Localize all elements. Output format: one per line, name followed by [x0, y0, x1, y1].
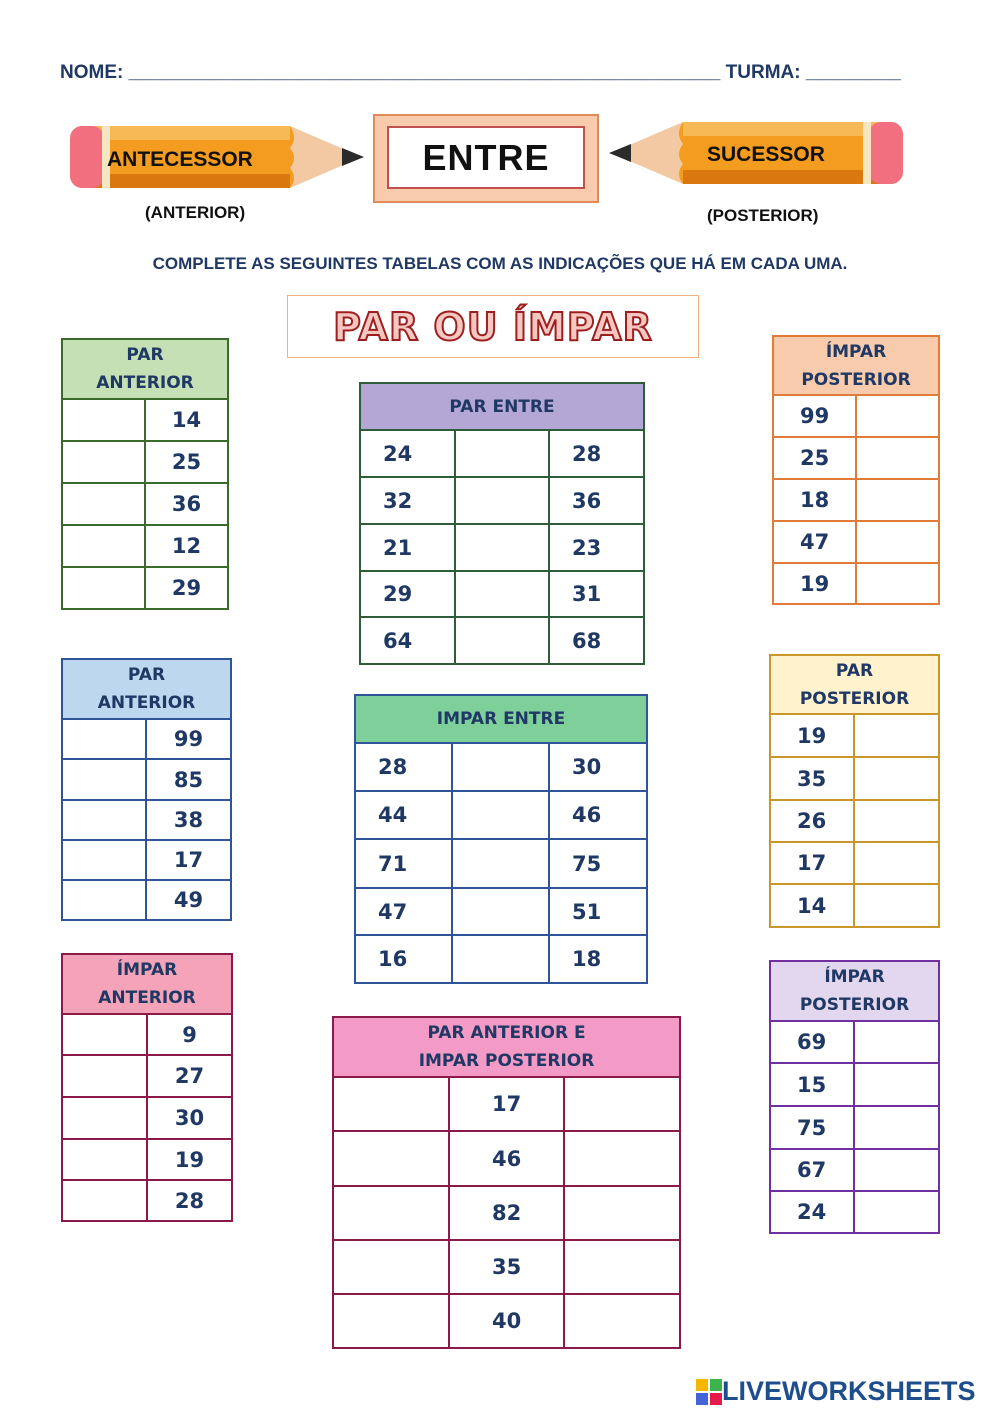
value-cell: 29 [145, 567, 228, 609]
table-header: PAR ANTERIOR [62, 339, 228, 399]
table-header: PAR ANTERIOR [62, 659, 231, 719]
value-cell: 17 [146, 840, 231, 880]
answer-cell[interactable] [333, 1294, 449, 1348]
value-cell: 26 [770, 800, 854, 842]
instruction-text: COMPLETE AS SEGUINTES TABELAS COM AS INDICAÇÕES QUE HÁ EM CADA UMA. [152, 254, 848, 273]
answer-cell[interactable] [854, 800, 939, 842]
table-impar-entre [354, 694, 648, 984]
answer-cell[interactable] [62, 399, 145, 441]
answer-cell[interactable] [333, 1240, 449, 1294]
answer-cell[interactable] [856, 437, 939, 479]
answer-cell[interactable] [564, 1240, 680, 1294]
table-par-anterior-impar-posterior [332, 1016, 681, 1349]
value-cell: 19 [147, 1139, 232, 1180]
answer-cell[interactable] [452, 839, 549, 888]
value-cell: 28 [355, 743, 452, 791]
answer-cell[interactable] [854, 1021, 939, 1063]
table-impar-posterior-2 [769, 960, 940, 1234]
liveworksheets-brand: LIVEWORKSHEETS [722, 1376, 976, 1406]
value-cell: 36 [145, 483, 228, 525]
answer-cell[interactable] [62, 1097, 147, 1139]
value-cell: 17 [449, 1077, 564, 1131]
liveworksheets-logo [696, 1376, 976, 1407]
value-cell: 25 [773, 437, 856, 479]
table-header: PAR POSTERIOR [770, 655, 939, 714]
answer-cell[interactable] [455, 571, 549, 617]
value-cell: 47 [773, 521, 856, 563]
value-cell: 14 [145, 399, 228, 441]
value-cell: 31 [549, 571, 644, 617]
value-cell: 46 [449, 1131, 564, 1186]
value-cell: 85 [146, 759, 231, 800]
answer-cell[interactable] [854, 714, 939, 757]
value-cell: 69 [770, 1021, 854, 1063]
value-cell: 35 [770, 757, 854, 800]
answer-cell[interactable] [452, 743, 549, 791]
value-cell: 68 [549, 617, 644, 664]
answer-cell[interactable] [856, 479, 939, 521]
answer-cell[interactable] [62, 441, 145, 483]
answer-cell[interactable] [62, 1139, 147, 1180]
answer-cell[interactable] [452, 935, 549, 983]
answer-cell[interactable] [854, 757, 939, 800]
answer-cell[interactable] [333, 1186, 449, 1240]
answer-cell[interactable] [62, 525, 145, 567]
value-cell: 25 [145, 441, 228, 483]
table-header: PAR ANTERIOR E IMPAR POSTERIOR [333, 1017, 680, 1077]
posterior-subtitle: (POSTERIOR) [707, 206, 819, 225]
value-cell: 51 [549, 888, 647, 935]
value-cell: 18 [549, 935, 647, 983]
answer-cell[interactable] [856, 521, 939, 563]
value-cell: 64 [360, 617, 455, 664]
answer-cell[interactable] [62, 1014, 147, 1055]
value-cell: 24 [360, 430, 455, 477]
liveworksheets-icon [696, 1379, 722, 1405]
value-cell: 14 [770, 884, 854, 927]
answer-cell[interactable] [854, 1149, 939, 1191]
value-cell: 9 [147, 1014, 232, 1055]
value-cell: 35 [449, 1240, 564, 1294]
answer-cell[interactable] [62, 719, 146, 759]
value-cell: 75 [549, 839, 647, 888]
answer-cell[interactable] [455, 524, 549, 571]
answer-cell[interactable] [62, 1055, 147, 1097]
answer-cell[interactable] [856, 563, 939, 604]
title-box [287, 295, 699, 358]
table-header: ÍMPAR POSTERIOR [770, 961, 939, 1021]
value-cell: 30 [147, 1097, 232, 1139]
value-cell: 67 [770, 1149, 854, 1191]
nome-field[interactable]: ________________________________________________________ [128, 62, 721, 83]
answer-cell[interactable] [62, 483, 145, 525]
value-cell: 12 [145, 525, 228, 567]
value-cell: 27 [147, 1055, 232, 1097]
answer-cell[interactable] [854, 1191, 939, 1233]
antecessor-label: ANTECESSOR [107, 148, 253, 171]
value-cell: 75 [770, 1106, 854, 1149]
answer-cell[interactable] [455, 477, 549, 524]
value-cell: 40 [449, 1294, 564, 1348]
value-cell: 17 [770, 842, 854, 884]
answer-cell[interactable] [452, 791, 549, 839]
table-header: IMPAR ENTRE [355, 695, 647, 743]
value-cell: 44 [355, 791, 452, 839]
answer-cell[interactable] [856, 395, 939, 437]
value-cell: 23 [549, 524, 644, 571]
answer-cell[interactable] [62, 1180, 147, 1221]
answer-cell[interactable] [333, 1077, 449, 1131]
header-line [60, 62, 901, 84]
value-cell: 82 [449, 1186, 564, 1240]
value-cell: 15 [770, 1063, 854, 1106]
value-cell: 24 [770, 1191, 854, 1233]
value-cell: 30 [549, 743, 647, 791]
value-cell: 99 [773, 395, 856, 437]
table-header: ÍMPAR POSTERIOR [773, 336, 939, 395]
answer-cell[interactable] [564, 1131, 680, 1186]
answer-cell[interactable] [564, 1077, 680, 1131]
value-cell: 19 [773, 563, 856, 604]
value-cell: 46 [549, 791, 647, 839]
value-cell: 21 [360, 524, 455, 571]
sucessor-label: SUCESSOR [707, 143, 825, 166]
value-cell: 16 [355, 935, 452, 983]
answer-cell[interactable] [455, 617, 549, 664]
answer-cell[interactable] [333, 1131, 449, 1186]
table-par-posterior [769, 654, 940, 928]
entre-box [373, 114, 599, 203]
table-header: ÍMPAR ANTERIOR [62, 954, 232, 1014]
value-cell: 47 [355, 888, 452, 935]
value-cell: 19 [770, 714, 854, 757]
value-cell: 29 [360, 571, 455, 617]
value-cell: 32 [360, 477, 455, 524]
page-title: PAR OU ÍMPAR [333, 304, 653, 349]
table-impar-posterior-1 [772, 335, 940, 605]
table-par-anterior-1 [61, 338, 229, 610]
table-par-entre [359, 382, 645, 665]
answer-cell[interactable] [854, 1106, 939, 1149]
entre-label: ENTRE [422, 136, 550, 178]
table-impar-anterior [61, 953, 233, 1222]
answer-cell[interactable] [62, 840, 146, 880]
answer-cell[interactable] [854, 884, 939, 927]
table-header: PAR ENTRE [360, 383, 644, 430]
table-par-anterior-2 [61, 658, 232, 921]
value-cell: 99 [146, 719, 231, 759]
value-cell: 28 [549, 430, 644, 477]
answer-cell[interactable] [62, 880, 146, 920]
answer-cell[interactable] [455, 430, 549, 477]
value-cell: 38 [146, 800, 231, 840]
nome-label: NOME: [60, 62, 124, 83]
answer-cell[interactable] [854, 842, 939, 884]
answer-cell[interactable] [62, 800, 146, 840]
anterior-subtitle: (ANTERIOR) [145, 203, 246, 222]
value-cell: 49 [146, 880, 231, 920]
value-cell: 18 [773, 479, 856, 521]
turma-label: TURMA: [725, 62, 801, 83]
answer-cell[interactable] [854, 1063, 939, 1106]
answer-cell[interactable] [564, 1186, 680, 1240]
value-cell: 71 [355, 839, 452, 888]
value-cell: 28 [147, 1180, 232, 1221]
value-cell: 36 [549, 477, 644, 524]
turma-field[interactable]: _________ [805, 62, 901, 83]
answer-cell[interactable] [452, 888, 549, 935]
answer-cell[interactable] [62, 567, 145, 609]
answer-cell[interactable] [564, 1294, 680, 1348]
answer-cell[interactable] [62, 759, 146, 800]
